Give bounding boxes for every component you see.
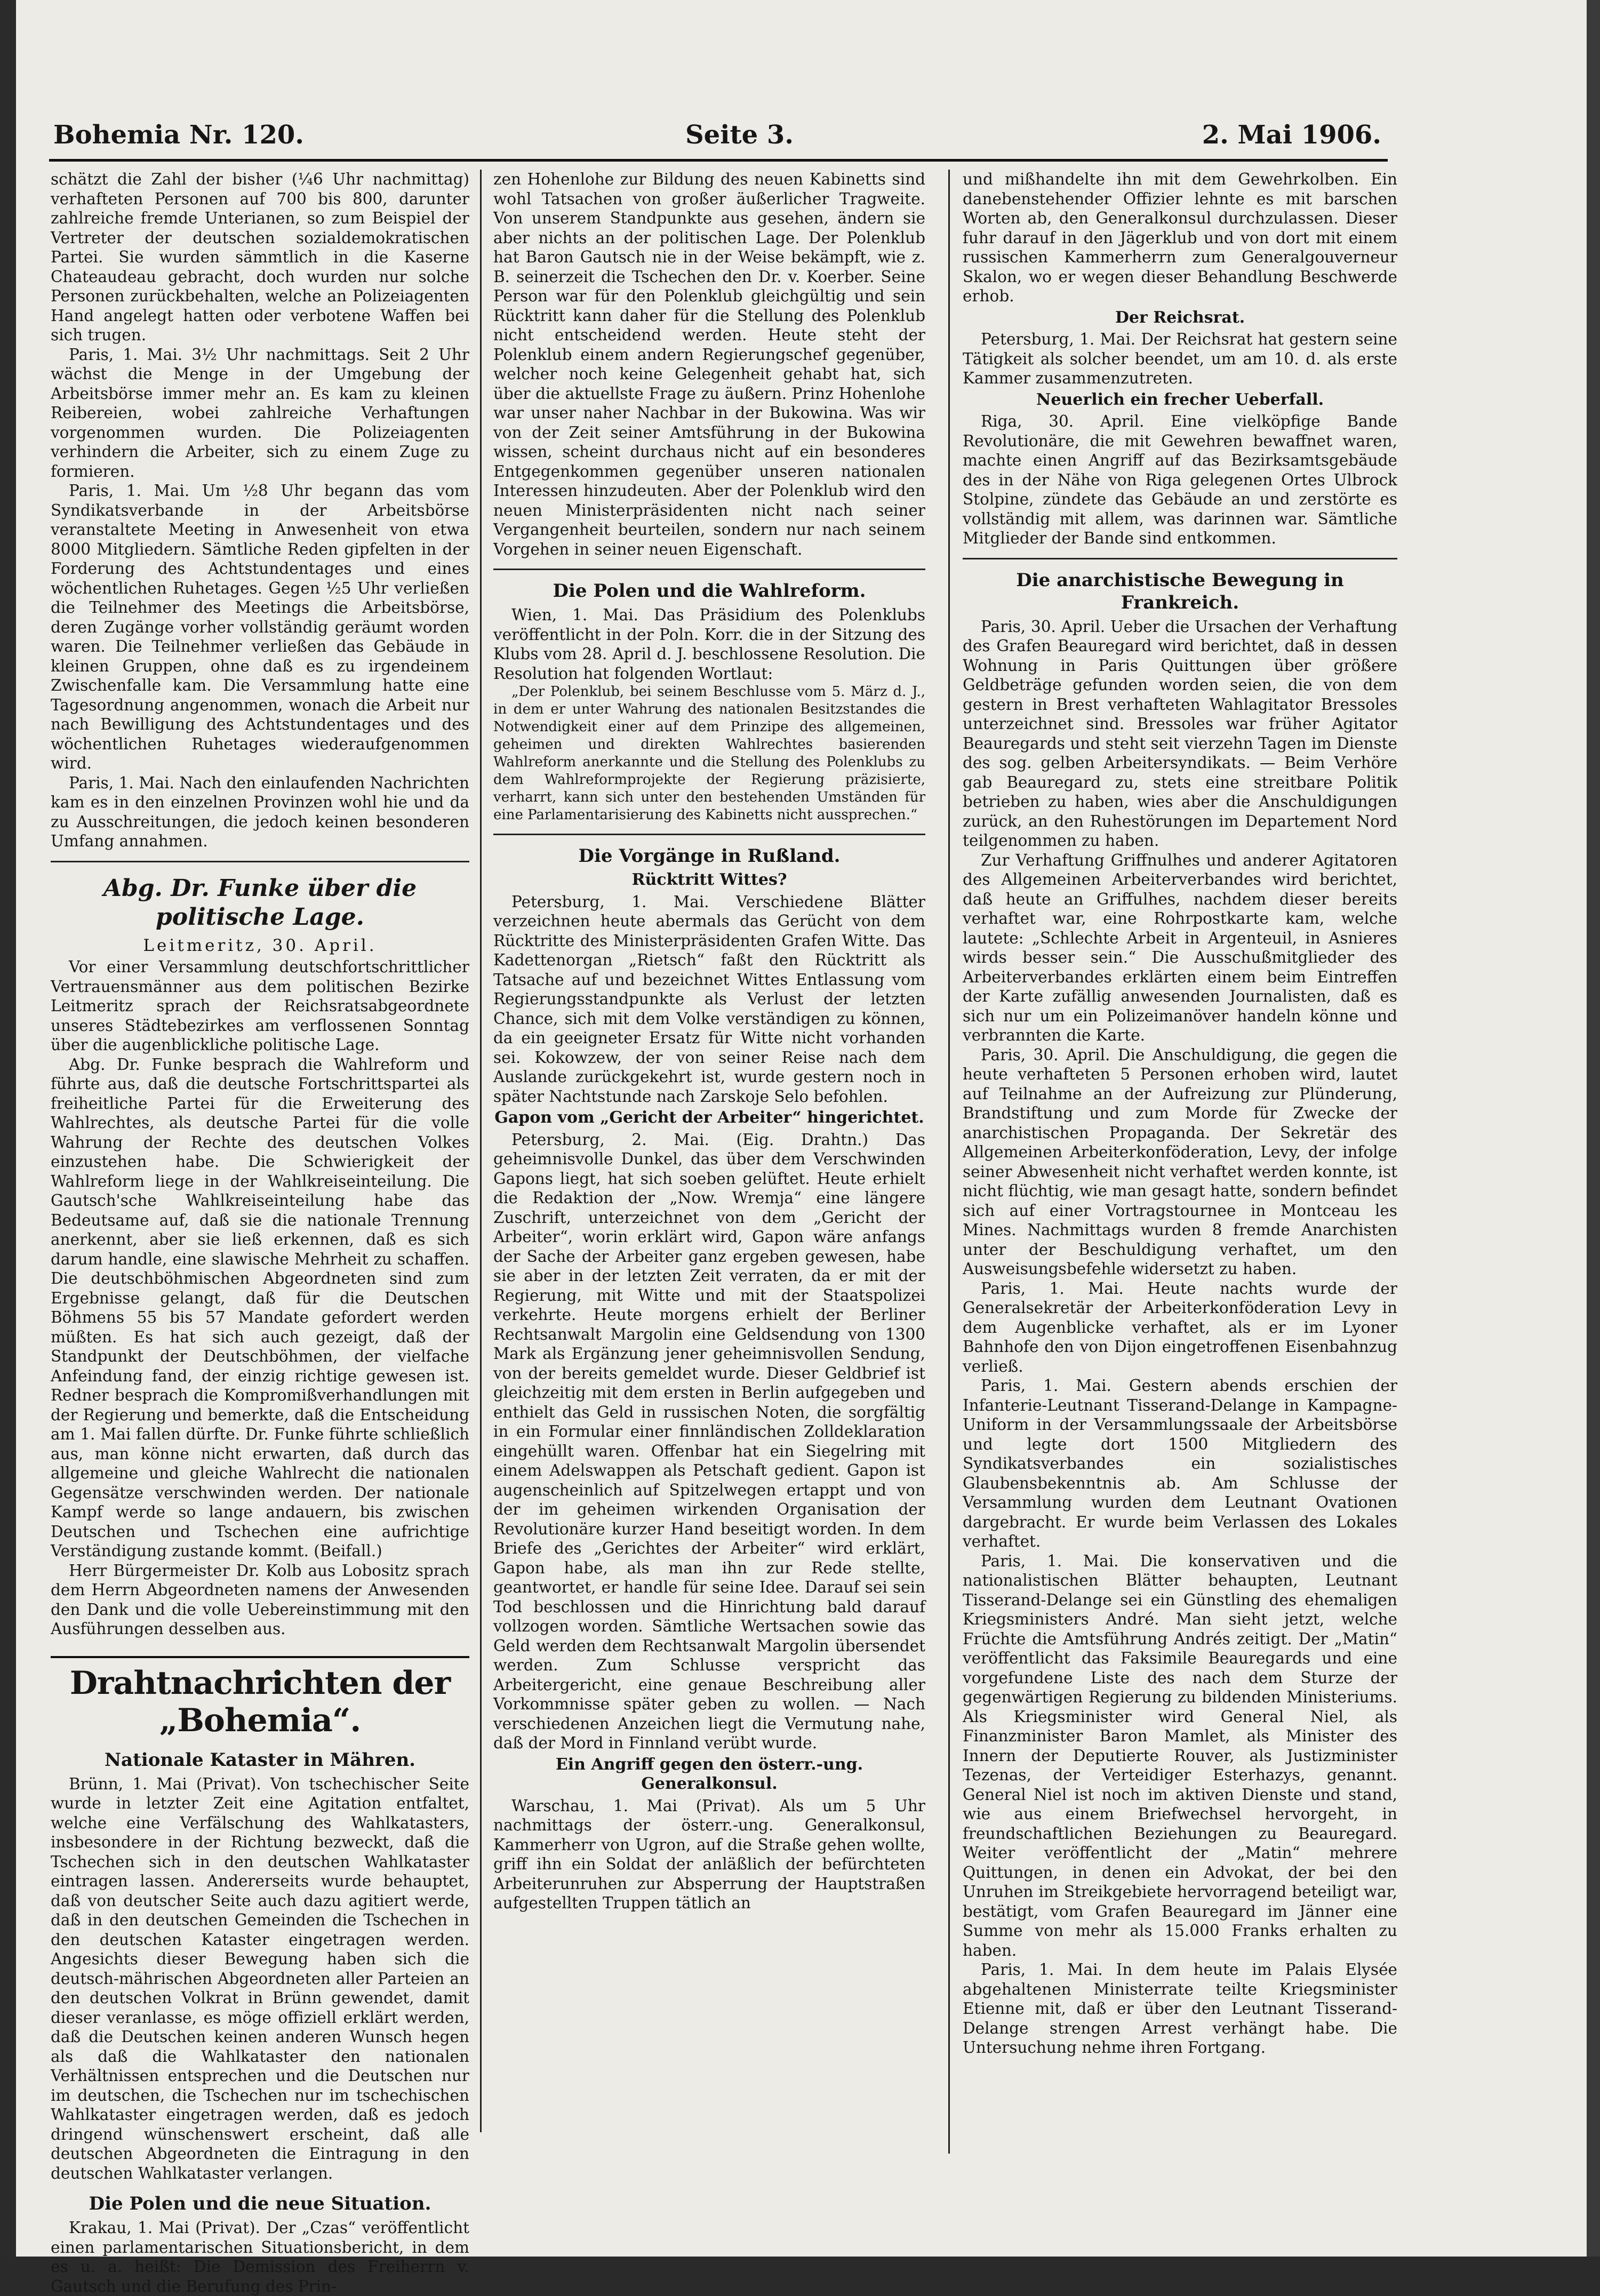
subheadline-gapon: Gapon vom „Gericht der Arbeiter“ hingerichtet. (494, 1108, 924, 1127)
article-paragraph: schätzt die Zahl der bisher (¼6 Uhr nachmittag) verhafteten Personen auf 700 bis 800, darunter zahlreiche fremde Unterianen, so zum Beispiel der Vertreter der deutschen sozialdemokratischen Partei. Sie wurden sämmtlich in die Kaserne Chateaudeau gebracht, doch wurden nur solche Personen zurückbehalten, welche an Polizeiagenten Hand angelegt hatten oder verbotene Waffen bei sich trugen. (51, 170, 469, 344)
article-paragraph: Petersburg, 2. Mai. (Eig. Drahtn.) Das geheimnisvolle Dunkel, das über dem Verschwinden Gapons liegt, hat sich soeben gelüftet. Heute erhielt die Redaktion der „Now. Wremja“ eine längere Zuschrift, unterzeichnet von dem „Gericht der Arbeiter“, worin erklärt wird, Gapon wäre anfangs der Sache der Arbeiter ganz ergeben gewesen, habe sie aber in der letzten Zeit verraten, da er mit der Regierung, mit Witte und mit der Staatspolizei verkehrte. Heute morgens erhielt der Berliner Rechtsanwalt Margolin eine Geldsendung von 1300 Mark als Ergänzung jener geheimnisvollen Sendung, von der bereits gemeldet wurde. Dieser Geldbrief ist gleichzeitig mit dem ersten in Berlin aufgegeben und enthielt das Geld in russischen Noten, die sorgfältig in ein Formular einer finnländischen Zolldeklaration eingehüllt waren. Offenbar hat ein Siegelring mit einem Adelswappen als Petschaft gedient. Gapon ist augenscheinlich auf Spitzelwegen ertappt und von der im geheimen wirkenden Organisation der Revolutionäre kurzer Hand beseitigt worden. In dem Briefe des „Gerichtes der Arbeiter“ wird erklärt, Gapon habe, als man ihn zur Rede stellte, geantwortet, er handle für seine Idee. Darauf sei sein Tod beschlossen und die Hinrichtung bald darauf vollzogen worden. Sämtliche Wertsachen sowie das Geld werden dem Rechtsanwalt Margolin übersendet werden. Zum Schlusse verspricht das Arbeitergericht, eine genaue Beschreibung aller Vorkommnisse später geben zu wollen. — Nach verschiedenen Anzeichen liegt die Vermutung nahe, daß der Mord in Finnland verübt wurde. (493, 1130, 925, 1752)
headline-anarchisten: Die anarchistische Bewegung in Frankreich. (1016, 569, 1344, 613)
headline-drahtnachrichten: Drahtnachrichten der „Bohemia“. (51, 1656, 469, 1739)
article-paragraph: Vor einer Versammlung deutschfortschrittlicher Vertrauensmänner aus dem politischen Bezirke Leitmeritz sprach der Reichsratsabgeordnete unseres Städtebezirkes am verflossenen Sonntag über die augenblickliche politische Lage. (51, 958, 469, 1054)
subheadline-reichsrat: Der Reichsrat. (1115, 308, 1245, 327)
article-paragraph: Paris, 1. Mai. Um ½8 Uhr begann das vom Syndikatsverbande in der Arbeitsbörse veranstaltete Meeting in Anwesenheit von etwa 8000 Mitgliedern. Sämtliche Reden gipfelten in der Forderung des Achtstundentages und eines wöchentlichen Ruhetages. Gegen ½5 Uhr verließen die Teilnehmer des Meetings die Arbeitsbörse, deren Zugänge vorher vollständig geräumt worden waren. Die Teilnehmer verließen das Gebäude in kleinen Gruppen, ohne daß es zu irgendeinem Zwischenfalle kam. Die Versammlung hatte eine Tagesordnung angenommen, wonach die Arbeit nur nach Bewilligung des Achtstundentages und des wöchentlichen Ruhetages wiederaufgenommen wird. (51, 482, 469, 772)
header-date: 2. Mai 1906. (1202, 120, 1381, 150)
subheadline-kataster: Nationale Kataster in Mähren. (104, 1749, 416, 1771)
article-paragraph: und mißhandelte ihn mit dem Gewehrkolben. Ein danebenstehender Offizier lehnte es mit barschen Worten ab, den Generalkonsul durchzulassen. Dieser fuhr darauf in den Jägerklub und von dort mit einem russischen Kammerherrn zum Generalgouverneur Skalon, wo er wegen dieser Behandlung Beschwerde erhob. (963, 170, 1397, 305)
header-page-number: Seite 3. (685, 120, 794, 150)
subheadline-russland: Die Vorgänge in Rußland. (578, 845, 841, 867)
scan-border-right (1587, 0, 1600, 2257)
section-rule (51, 861, 469, 862)
article-paragraph: zen Hohenlohe zur Bildung des neuen Kabinetts sind wohl Tatsachen von großer äußerlicher Tragweite. Von unserem Standpunkte aus gesehen, ändern sie aber nichts an der politischen Lage. Der Polenklub hat Baron Gautsch nie in der Weise bekämpft, wie z. B. seinerzeit die Tschechen den Dr. v. Koerber. Seine Person war für den Polenklub gleichgültig und sein Rücktritt kann daher für die Stellung des Polenklub nicht entscheidend werden. Heute steht der Polenklub einem andern Regierungschef gegenüber, welcher noch keine Gelegenheit gehabt hat, sich über die aktuellste Frage zu äußern. Prinz Hohenlohe war unser naher Nachbar in der Bukowina. Was wir von der Zeit seiner Amtsführung in der Bukowina wissen, scheint durchaus nicht auf ein besonderes Entgegenkommen gegenüber unseren nationalen Interessen hinzudeuten. Aber der Polenklub wird den neuen Ministerpräsidenten nicht nach seiner Vergangenheit beurteilen, sondern nur nach seinem Vorgehen in seiner neuen Eigenschaft. (493, 170, 925, 558)
column-divider (948, 170, 950, 2154)
article-paragraph: Warschau, 1. Mai (Privat). Als um 5 Uhr nachmittags der österr.-ung. Generalkonsul, Kammerherr von Ugron, auf die Straße gehen wollte, griff ihn ein Soldat der anläßlich der befürchteten Arbeiterunruhen zur Absperrung der Hauptstraßen aufgestellten Truppen tätlich an (493, 1796, 925, 1912)
column-1 (51, 170, 469, 2296)
article-paragraph: Paris, 1. Mai. Nach den einlaufenden Nachrichten kam es in den einzelnen Provinzen wohl hie und da zu Ausschreitungen, die jedoch keinen besonderen Umfang annahmen. (51, 773, 469, 850)
article-paragraph: Paris, 30. April. Die Anschuldigung, die gegen die heute verhafteten 5 Personen erhoben wird, lautet auf Teilnahme an der Aufreizung zur Plünderung, Brandstiftung und zum Morde für Zwecke der anarchistischen Propaganda. Der Sekretär des Allgemeinen Arbeiterkonföderation, Levy, der infolge seiner Abwesenheit nicht verhaftet werden konnte, ist nicht flüchtig, wie man gesagt hatte, sondern befindet sich auf einer Vortragstournee in Montceau les Mines. Nachmittags wurden 8 fremde Anarchisten unter der Beschuldigung verhaftet, um den Ausweisungsbefehle widersetzt zu haben. (963, 1045, 1397, 1278)
article-paragraph: Abg. Dr. Funke besprach die Wahlreform und führte aus, daß die deutsche Fortschrittspartei als freiheitliche Partei für die Erweiterung des Wahlrechtes, als deutsche Partei für die volle Wahrung der Rechte des deutschen Volkes einzustehen habe. Die Schwierigkeit der Wahlreform liege in der Wahlkreiseinteilung. Die Gautsch'sche Wahlkreiseinteilung habe das Bedeutsame auf, daß sie die nationale Trennung anerkennt, aber sie ließ erkennen, daß es sich darum handle, eine slawische Mehrheit zu schaffen. Die deutschböhmischen Abgeordneten sind zum Ergebnisse gelangt, daß für die Deutschen Böhmens 55 bis 57 Mandate gefordert werden müßten. Es hat sich auch gezeigt, daß der Standpunkt der Deutschböhmen, der vielfache Anfeindung fand, der einzig richtige gewesen ist. Redner besprach die Kompromißverhandlungen mit der Regierung und bemerkte, daß die Entscheidung am 1. Mai fallen dürfte. Dr. Funke führte schließlich aus, man könne nicht erwarten, daß durch das allgemeine und gleiche Wahlrecht die nationalen Gegensätze verschwinden werden. Der nationale Kampf werde so lange andauern, bis zwischen Deutschen und Tschechen eine aufrichtige Verständigung zustande kommt. (Beifall.) (51, 1055, 469, 1560)
article-paragraph: Krakau, 1. Mai (Privat). Der „Czas“ veröffentlicht einen parlamentarischen Situationsbericht, in dem es u. a. heißt: Die Demission des Freiherrn v. Gautsch und die Berufung des Prin- (51, 2219, 469, 2295)
article-paragraph: Paris, 1. Mai. Die konservativen und die nationalistischen Blätter behaupten, Leutnant Tisserand-Delange sei ein Günstling des ehemaligen Kriegsministers André. Man sieht jetzt, welche Früchte die Amtsführung Andrés zeitigt. Der „Matin“ veröffentlicht das Faksimile Beauregards und eine vorgefundene Liste des nach dem Sturze der gegenwärtigen Regierung zu bildenden Ministeriums. Als Kriegsminister wird General Niel, als Finanzminister Baron Mamlet, als Minister des Innern der Deputierte Rouver, als Justizminister Tezenas, der Verteidiger Esterhazys, genannt. General Niel ist noch im aktiven Dienste und stand, wie aus einem Briefwechsel hervorgeht, in freundschaftlichen Beziehungen zu Beauregard. Weiter veröffentlicht der „Matin“ mehrere Quittungen, in denen ein Advokat, der bei den Unruhen im Streikgebiete hervorragend beteiligt war, bestätigt, vom Grafen Beauregard im Jänner eine Summe von mehr als 15.000 Franks erhalten zu haben. (963, 1551, 1397, 1959)
header-publication: Bohemia Nr. 120. (53, 120, 304, 150)
subheadline-wahlreform: Die Polen und die Wahlreform. (553, 580, 866, 602)
header-rule (49, 159, 1388, 162)
subheadline-ueberfall: Neuerlich ein frecher Ueberfall. (1036, 390, 1324, 409)
resolution-quote: „Der Polenklub, bei seinem Beschlusse vom 5. März d. J., in dem er unter Wahrung des nationalen Besitzstandes die Notwendigkeit einer auf dem Prinzipe des allgemeinen, geheimen und direkten Wahlrechtes basierenden Wahlreform anerkannte und die Stellung des Polenklubs zu dem Wahlreformprojekte der Regierung präzisierte, verharrt, kann sich unter den bestehenden Umständen für eine Parlamentarisierung des Kabinetts nicht aussprechen.“ (493, 684, 925, 823)
article-paragraph: Petersburg, 1. Mai. Verschiedene Blätter verzeichnen heute abermals das Gerücht von dem Rücktritte des Ministerpräsidenten Grafen Witte. Das Kadettenorgan „Rietsch“ faßt den Rücktritt als Tatsache auf und bezeichnet Wittes Entlassung vom Regierungsstandpunkte als Verlust der letzten Chance, sich mit dem Volke verständigen zu können, da ein geeigneter Ersatz für Witte nicht vorhanden sei. Kokowzew, der von seiner Reise nach dem Auslande zurückgekehrt ist, wurde gestern noch in später Nachtstunde nach Zarskoje Selo befohlen. (493, 892, 925, 1106)
column-divider (480, 170, 482, 2132)
article-paragraph: Paris, 30. April. Ueber die Ursachen der Verhaftung des Grafen Beauregard wird berichtet, daß in dessen Wohnung in Paris Quittungen über größere Geldbeträge gefunden worden seien, die von dem gestern in Brest verhafteten Wahlagitator Bressoles unterzeichnet sind. Bressoles war früher Agitator Beauregards und steht seit vierzehn Tagen im Dienste des sog. gelben Arbeitersyndikats. — Beim Verhöre gab Beauregard zu, stets eine streitbare Politik betrieben zu haben, wies aber die Anschuldigungen zurück, an den Ruhestörungen im Departement Nord teilgenommen zu haben. (963, 617, 1397, 850)
article-paragraph: Brünn, 1. Mai (Privat). Von tschechischer Seite wurde in letzter Zeit eine Agitation entfaltet, welche eine Verfälschung des Wahlkatasters, insbesondere in der Richtung bezweckt, daß die Tschechen sich in den deutschen Wahlkataster eintragen lassen. Andererseits wurde behauptet, daß von deutscher Seite auch dazu agitiert werde, daß in den deutschen Gemeinden die Tschechen in den deutschen Kataster eingetragen werden. Angesichts dieser Bewegung haben sich die deutsch-mährischen Abgeordneten aller Parteien an den deutschen Volkrat in Brünn gewendet, damit dieser veranlasse, es möge offiziell erklärt werden, daß die Deutschen keinen anderen Wunsch hegen als daß die Wahlkataster den nationalen Verhältnissen entsprechen und die Deutschen nur im deutschen, die Tschechen nur im tschechischen Wahlkataster eingetragen werden, daß es jedoch dringend wünschenswert erscheint, daß alle deutschen Abgeordneten die Eintragung in den deutschen Wahlkataster verlangen. (51, 1774, 469, 2182)
article-paragraph: Zur Verhaftung Griffnulhes und anderer Agitatoren des Allgemeinen Arbeiterverbandes wird berichtet, daß heute an Griffulhes, nachdem dieser bereits verhaftet war, eine Rohrpostkarte kam, welche lautete: „Schlechte Arbeit in Argenteuil, in Asnieres wirds besser sein.“ Die Ausschußmitglieder des Arbeiterverbandes erklärten einem beim Eintreffen der Karte zufällig anwesenden Journalisten, daß es sich nur um ein Polizeimanöver handeln könne und verbrannten die Karte. (963, 851, 1397, 1044)
article-paragraph: Wien, 1. Mai. Das Präsidium des Polenklubs veröffentlicht in der Poln. Korr. die in der Sitzung des Klubs vom 28. April d. J. beschlossene Resolution. Die Resolution hat folgenden Wortlaut: (493, 606, 925, 683)
section-rule (493, 569, 925, 570)
column-2 (493, 170, 925, 1913)
headline-funke: Abg. Dr. Funke über die politische Lage. (103, 874, 417, 931)
article-paragraph: Petersburg, 1. Mai. Der Reichsrat hat gestern seine Tätigkeit als solcher beendet, um am 10. d. als erste Kammer zusammenzutreten. (963, 330, 1397, 387)
section-rule (493, 834, 925, 835)
column-3 (963, 170, 1397, 2058)
section-rule (963, 558, 1397, 559)
subheadline-witte: Rücktritt Wittes? (631, 870, 787, 889)
article-paragraph: Paris, 1. Mai. 3½ Uhr nachmittags. Seit 2 Uhr wächst die Menge in der Umgebung der Arbeitsbörse immer mehr an. Es kam zu kleinen Reibereien, wobei zahlreiche Verhaftungen vorgenommen wurden. Die Polizeiagenten verhindern die Arbeiter, sich zu einem Zuge zu formieren. (51, 345, 469, 481)
article-paragraph: Herr Bürgermeister Dr. Kolb aus Lobositz sprach dem Herrn Abgeordneten namens der Anwesenden den Dank und die volle Uebereinstimmung mit den Ausführungen desselben aus. (51, 1561, 469, 1638)
article-paragraph: Paris, 1. Mai. In dem heute im Palais Elysée abgehaltenen Ministerrate teilte Kriegsminister Etienne mit, daß er über den Leutnant Tisserand-Delange strengen Arrest verhängt habe. Die Untersuchung nehme ihren Fortgang. (963, 1961, 1397, 2057)
subheadline-angriff: Ein Angriff gegen den österr.-ung. Generalkonsul. (555, 1755, 863, 1793)
dateline: Leitmeritz, 30. April. (143, 935, 377, 955)
subheadline-polen-situation: Die Polen und die neue Situation. (89, 2193, 431, 2214)
article-paragraph: Riga, 30. April. Eine vielköpfige Bande Revolutionäre, die mit Gewehren bewaffnet waren, machte einen Angriff auf das Bezirksamtsgebäude des in der Nähe von Riga gelegenen Ortes Ulbrock Stolpine, zündete das Gebäude an und zerstörte es vollständig mit allem, was darinnen war. Sämtliche Mitglieder der Bande sind entkommen. (963, 412, 1397, 547)
article-paragraph: Paris, 1. Mai. Heute nachts wurde der Generalsekretär der Arbeiterkonföderation Levy in dem Augenblicke verhaftet, als er im Lyoner Bahnhofe den von Dijon eingetroffenen Eisenbahnzug verließ. (963, 1279, 1397, 1375)
article-paragraph: Paris, 1. Mai. Gestern abends erschien der Infanterie-Leutnant Tisserand-Delange in Kampagne-Uniform in der Versammlungssaale der Arbeitsbörse und legte dort 1500 Mitgliedern des Syndikatsverbandes ein sozialistisches Glaubensbekenntnis ab. Am Schlusse der Versammlung wurden dem Leutnant Ovationen dargebracht. Er wurde beim Verlassen des Lokales verhaftet. (963, 1377, 1397, 1550)
scan-border-left (0, 0, 16, 2257)
page-header (53, 120, 1381, 152)
